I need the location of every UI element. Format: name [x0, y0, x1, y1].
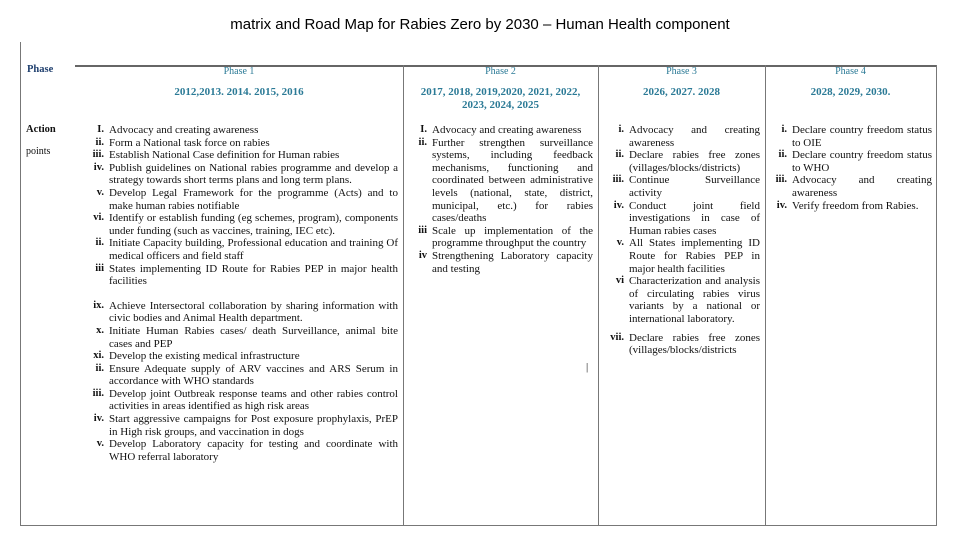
item-number: i.	[618, 124, 624, 135]
action-item	[76, 149, 398, 162]
item-number: vi	[615, 275, 624, 287]
phase-2-action-points	[405, 124, 593, 275]
action-row-label: Action	[26, 124, 56, 135]
item-number: ii.	[95, 362, 104, 374]
item-number: iii.	[92, 387, 104, 399]
item-text: All States implementing ID Route for Rabies PEP in major health facilities	[629, 237, 760, 275]
phase-4-action-points	[767, 124, 932, 212]
table-bottom-border	[20, 525, 937, 526]
action-item	[767, 174, 932, 199]
item-number: iv.	[93, 161, 104, 173]
item-number: I.	[420, 124, 427, 135]
action-item	[76, 413, 398, 438]
item-number: ix.	[93, 299, 104, 311]
action-item	[405, 137, 593, 225]
item-text: Conduct joint field investigations in case of Human rabies cases	[629, 199, 760, 237]
phase-2-years: 2017, 2018, 2019,2020, 2021, 2022, 2023, 2024, 2025	[420, 86, 581, 111]
action-item	[405, 124, 593, 137]
item-number: iii	[418, 224, 427, 236]
item-text: Establish National Case definition for Human rabies	[109, 149, 340, 162]
item-number: iv.	[776, 199, 787, 211]
item-text: Form a National task force on rabies	[109, 136, 270, 149]
item-text: Declare country freedom status to OIE	[792, 124, 932, 149]
phase-row-label: Phase	[27, 64, 54, 75]
action-item	[76, 162, 398, 187]
item-text: Advocacy and creating awareness	[629, 124, 760, 149]
action-item	[76, 325, 398, 350]
action-item	[76, 237, 398, 262]
action-item	[76, 263, 398, 288]
action-item	[76, 388, 398, 413]
action-item	[405, 225, 593, 250]
action-item	[600, 237, 760, 275]
item-text: Further strengthen surveillance systems, including feedback mechanisms, functioning and coordinated between administrative levels (national, state, district, municipal, etc.) for rabies cases/deaths	[432, 136, 593, 225]
phase-4-years: 2028, 2029, 2030.	[810, 86, 891, 98]
action-item	[76, 187, 398, 212]
points-row-label: points	[26, 146, 51, 157]
action-item	[767, 200, 932, 213]
table-right-border	[936, 65, 937, 525]
item-text: Ensure Adequate supply of ARV vaccines and ARS Serum in accordance with WHO standards	[109, 362, 398, 388]
item-number: ii.	[418, 136, 427, 148]
action-item	[600, 332, 760, 357]
phase-3-action-points	[600, 124, 760, 357]
item-text: Continue Surveillance activity	[629, 174, 760, 199]
action-item	[76, 137, 398, 150]
item-number: I.	[97, 124, 104, 135]
item-text: Achieve Intersectoral collaboration by sharing information with civic bodies and Animal Health department.	[109, 299, 398, 325]
item-text: Declare rabies free zones (villages/blocks/districts)	[629, 149, 760, 174]
item-number: iii	[95, 262, 104, 274]
item-number: ii.	[95, 136, 104, 148]
item-number: iv.	[93, 413, 104, 425]
item-number: ii.	[778, 149, 787, 161]
action-item	[76, 350, 398, 363]
item-number: iii.	[92, 149, 104, 161]
action-item	[767, 149, 932, 174]
action-item	[767, 124, 932, 149]
action-item	[76, 300, 398, 325]
action-item	[600, 124, 760, 149]
phase-3-years: 2026, 2027. 2028	[643, 86, 720, 98]
action-item	[76, 212, 398, 237]
table-left-border	[20, 42, 21, 525]
item-text: Develop joint Outbreak response teams and other rabies control activities in areas identified as high risk areas	[109, 387, 398, 413]
item-number: v.	[96, 438, 104, 450]
item-text: Verify freedom from Rabies.	[792, 199, 919, 212]
item-text: Start aggressive campaigns for Post exposure prophylaxis, PrEP in High risk groups, and vaccination in dogs	[109, 413, 398, 438]
item-number: x.	[96, 324, 104, 336]
item-number: v.	[616, 237, 624, 249]
item-text: Publish guidelines on National rabies programme and develop a strategy towards short terms plans and long term plans.	[109, 161, 398, 187]
phase-4-label: Phase 4	[835, 66, 866, 77]
item-text: Advocacy and creating awareness	[792, 174, 932, 199]
item-text: Develop the existing medical infrastructure	[109, 350, 300, 363]
item-text: States implementing ID Route for Rabies PEP in major health facilities	[109, 262, 398, 288]
item-number: ii.	[615, 149, 624, 161]
item-number: iii.	[775, 174, 787, 186]
phase-1-action-points	[76, 124, 398, 463]
item-number: vi.	[93, 212, 104, 224]
item-number: i.	[781, 124, 787, 135]
item-text: Declare rabies free zones (villages/blocks/districts	[629, 331, 760, 357]
action-item	[600, 174, 760, 199]
column-divider	[765, 65, 766, 525]
item-number: iv.	[613, 199, 624, 211]
item-text: Strengthening Laboratory capacity and testing	[432, 249, 593, 275]
item-text: Scale up implementation of the programme throughput the country	[432, 224, 593, 250]
slide-title: matrix and Road Map for Rabies Zero by 2030 – Human Health component	[230, 16, 730, 33]
action-item	[600, 149, 760, 174]
item-text: Initiate Human Rabies cases/ death Surveillance, animal bite cases and PEP	[109, 324, 398, 350]
item-text: Declare country freedom status to WHO	[792, 149, 932, 174]
phase-3-label: Phase 3	[666, 66, 697, 77]
action-item	[76, 438, 398, 463]
phase-1-label: Phase 1	[223, 66, 255, 77]
item-number: v.	[96, 186, 104, 198]
item-text: Advocacy and creating awareness	[109, 124, 259, 136]
action-item	[76, 363, 398, 388]
item-number: iv	[418, 249, 427, 261]
item-number: iii.	[612, 174, 624, 186]
item-text: Advocacy and creating awareness	[432, 124, 582, 136]
item-number: vii.	[610, 331, 624, 343]
action-item	[405, 250, 593, 275]
phase-1-years: 2012,2013. 2014. 2015, 2016	[174, 86, 304, 98]
action-item	[600, 275, 760, 325]
action-item	[76, 124, 398, 137]
column-divider	[403, 65, 404, 525]
column-divider	[598, 65, 599, 525]
item-text: Characterization and analysis of circulating rabies virus variants by a national or international laboratory.	[629, 275, 760, 325]
action-item	[600, 200, 760, 238]
item-number: ii.	[95, 237, 104, 249]
item-number: xi.	[93, 350, 104, 362]
item-text: Initiate Capacity building, Professional education and training Of medical officers and field staff	[109, 237, 398, 262]
text-cursor-mark: |	[586, 361, 589, 373]
item-text: Identify or establish funding (eg schemes, program), components under funding (such as vaccines, training, IEC etc).	[109, 212, 398, 237]
item-text: Develop Laboratory capacity for testing and coordinate with WHO referral laboratory	[109, 438, 398, 463]
item-text: Develop Legal Framework for the programme (Acts) and to make human rabies notifiable	[109, 186, 398, 212]
phase-2-label: Phase 2	[485, 66, 516, 77]
